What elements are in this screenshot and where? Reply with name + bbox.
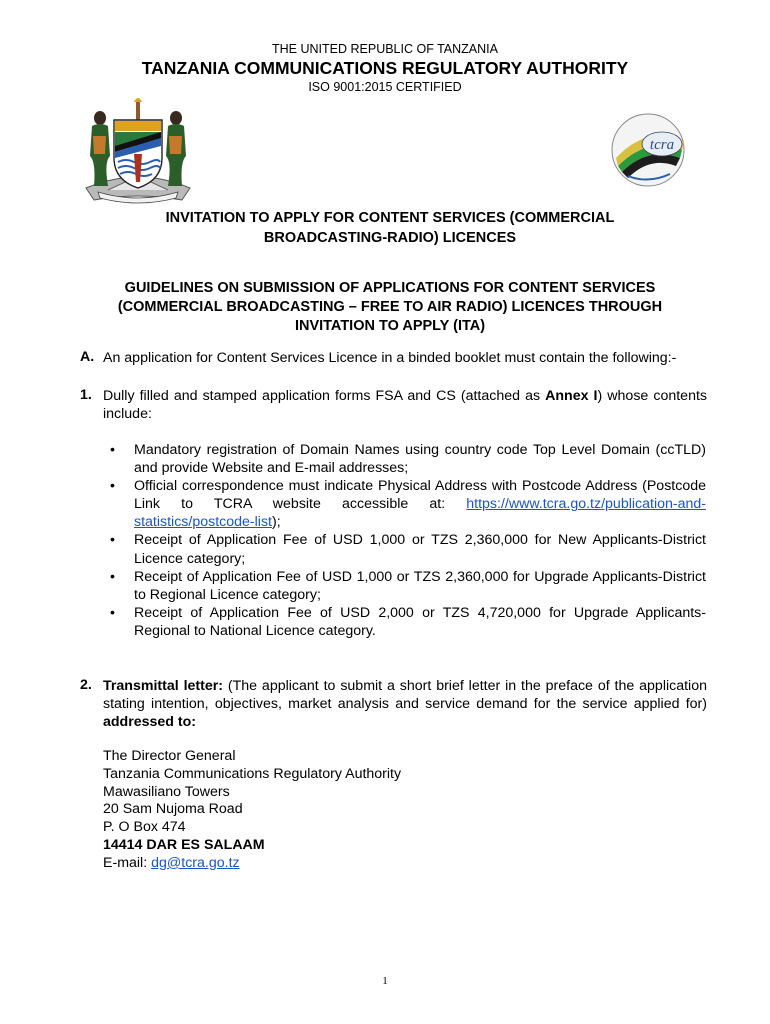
section-a-text: An application for Content Services Licence in a binded booklet must contain the following:- <box>103 350 677 366</box>
email-link[interactable]: dg@tcra.go.tz <box>151 854 240 871</box>
list-item: • Mandatory registration of Domain Names using country code Top Level Domain (ccTLD) and provide Website and E-mail addresses; <box>110 442 706 477</box>
item-1-label: 1. <box>80 387 92 403</box>
list-item: • Official correspondence must indicate Physical Address with Postcode Address (Postcode Link to TCRA website accessible at: https://www.tcra.go.tz/publication-and-statistics/postcode-list); <box>110 478 706 531</box>
coat-of-arms-icon <box>78 96 198 204</box>
bullet-icon: • <box>110 568 115 585</box>
postcode-list-link[interactable]: https://www.tcra.go.tz/publication-and-statistics/postcode-list <box>134 496 706 531</box>
tcra-logo-icon <box>608 110 688 190</box>
section-a-label: A. <box>80 349 95 365</box>
recipient-address: The Director General Tanzania Communications Regulatory Authority Mawasiliano Towers 20 Sam Nujoma Road P. O Box 474 14414 DAR ES SALAAM E-mail: dg@tcra.go.tz <box>103 748 402 871</box>
bullet-icon: • <box>110 532 115 549</box>
invitation-title: INVITATION TO APPLY FOR CONTENT SERVICES (COMMERCIAL BROADCASTING-RADIO) LICENCES <box>165 210 615 246</box>
list-item: • Receipt of Application Fee of USD 1,000 or TZS 2,360,000 for New Applicants-District Licence category; <box>110 532 706 567</box>
svg-text:tcra: tcra <box>649 137 675 153</box>
republic-heading: THE UNITED REPUBLIC OF TANZANIA <box>272 42 498 56</box>
annex-reference: Annex I <box>545 388 598 404</box>
page-number: 1 <box>382 975 388 987</box>
bullet-icon: • <box>110 442 115 458</box>
authority-heading: TANZANIA COMMUNICATIONS REGULATORY AUTHORITY <box>141 58 629 78</box>
transmittal-letter-heading: Transmittal letter: <box>103 678 223 694</box>
list-item: • Receipt of Application Fee of USD 1,000 or TZS 2,360,000 for Upgrade Applicants-District to Regional Licence category; <box>110 568 706 603</box>
item-2-text: Transmittal letter: (The applicant to submit a short brief letter in the preface of the application stating intention, objectives, market analysis and service demand for the service applied for) addressed to: <box>103 678 707 731</box>
bullet-icon: • <box>110 604 115 621</box>
requirements-list <box>108 441 706 640</box>
item-2-label: 2. <box>80 677 92 693</box>
iso-certification: ISO 9001:2015 CERTIFIED <box>308 80 462 94</box>
guidelines-title: GUIDELINES ON SUBMISSION OF APPLICATIONS FOR CONTENT SERVICES (COMMERCIAL BROADCASTING – FREE TO AIR RADIO) LICENCES THROUGH INVITATION TO APPLY (ITA) <box>117 280 663 334</box>
list-item: • Receipt of Application Fee of USD 2,000 or TZS 4,720,000 for Upgrade Applicants-Regional to National Licence category. <box>110 604 706 639</box>
bullet-icon: • <box>110 478 115 495</box>
item-1-text: Dully filled and stamped application forms FSA and CS (attached as Annex I) whose contents include: <box>103 388 707 423</box>
